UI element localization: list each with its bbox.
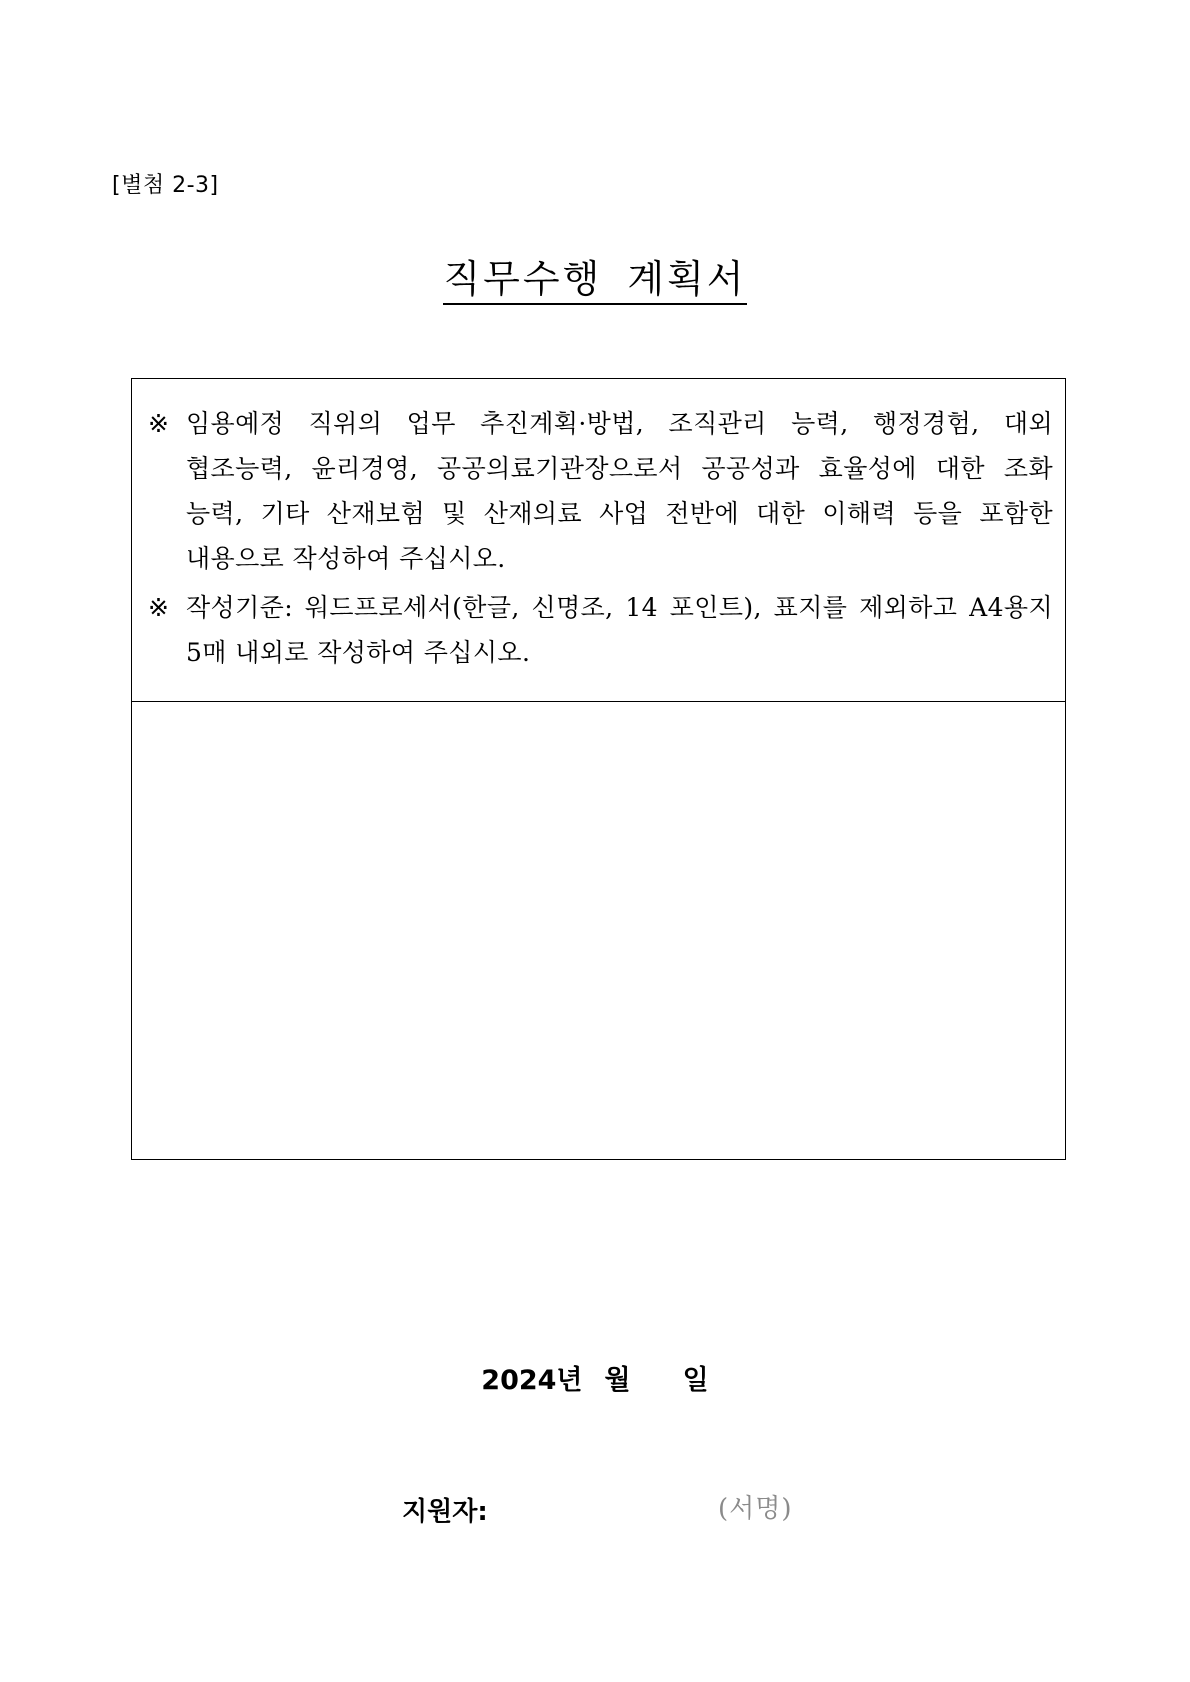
plan-form-box <box>131 378 1066 1160</box>
page-title <box>0 248 1190 303</box>
reference-mark-icon: ※ <box>148 409 169 438</box>
signature-field[interactable]: (서명) <box>718 1494 793 1524</box>
date-line <box>0 1358 1190 1397</box>
instruction-text: 작성기준: 워드프로세서(한글, 신명조, 14 포인트), 표지를 제외하고 A4용지 5매 내외로 작성하여 주십시오. <box>186 593 1053 667</box>
instructions-section <box>132 379 1065 702</box>
page-title-text: 직무수행 계획서 <box>443 257 746 305</box>
reference-mark-icon: ※ <box>148 593 169 622</box>
attachment-label: [별첨 2-3] <box>112 173 219 198</box>
date-day: 일 <box>682 1365 709 1396</box>
date-year: 2024년 <box>481 1365 583 1396</box>
instruction-note <box>148 401 1053 581</box>
date-month: 월 <box>604 1365 631 1396</box>
plan-content-area[interactable] <box>132 702 1065 1159</box>
applicant-label: 지원자: <box>402 1497 488 1527</box>
instruction-text: 임용예정 직위의 업무 추진계획·방법, 조직관리 능력, 행정경험, 대외 협조능력, 윤리경영, 공공의료기관장으로서 공공성과 효율성에 대한 조화 능력, 기타 산재보험 및 산재의료 사업 전반에 대한 이해력 등을 포함한 내용으로 작성하여 주십시오. <box>186 409 1053 573</box>
instruction-note <box>148 585 1053 675</box>
